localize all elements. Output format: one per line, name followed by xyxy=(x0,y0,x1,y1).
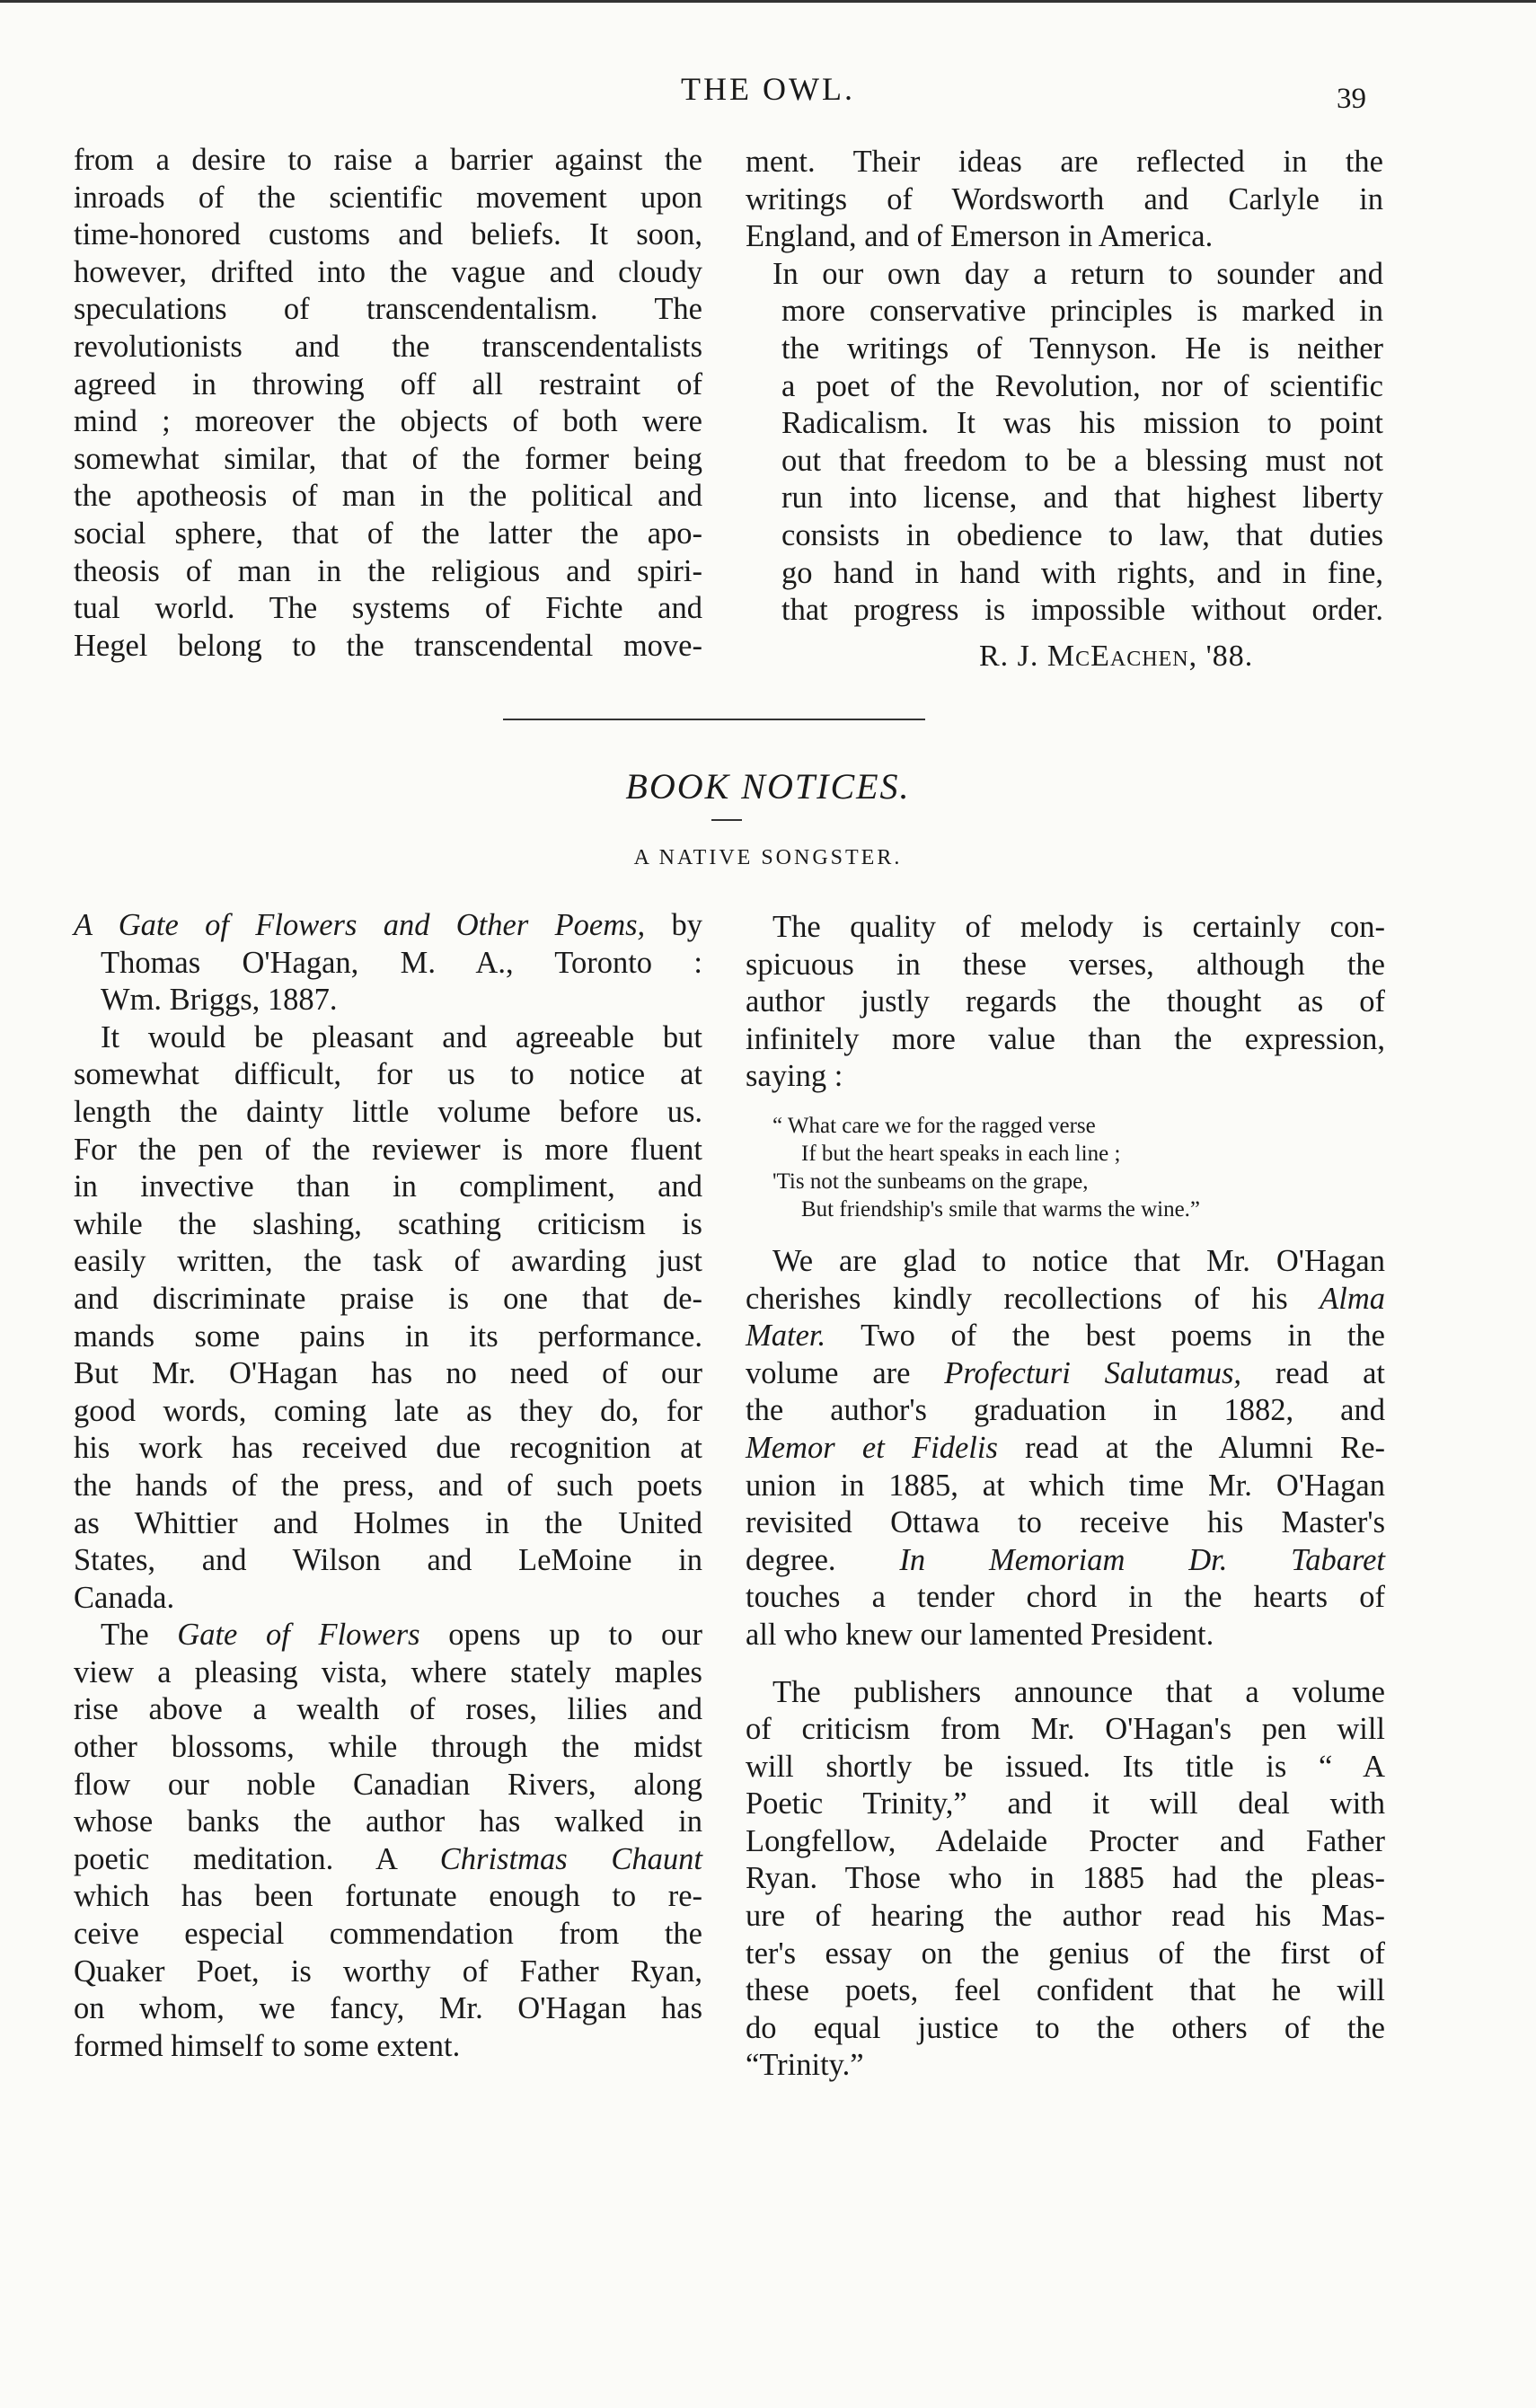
text-fragment: Two of the best poems in the xyxy=(825,1319,1385,1354)
text-line xyxy=(746,1281,1385,1319)
text-line xyxy=(746,1318,1385,1355)
text-fragment: cherishes kindly recollections of his xyxy=(746,1281,1320,1316)
text-line: length the dainty little volume before us. xyxy=(74,1094,702,1129)
text-line: rise above a wealth of roses, lilies and xyxy=(74,1692,702,1727)
text-fragment: poetic meditation. A xyxy=(74,1841,440,1876)
text-line: But Mr. O'Hagan has no need of our xyxy=(74,1356,702,1391)
essay-paragraph xyxy=(746,144,1383,256)
text-line: Longfellow, Adelaide Procter and Father xyxy=(746,1823,1385,1858)
text-line: The quality of melody is certainly con- xyxy=(772,910,1385,944)
text-line: Canada. xyxy=(74,1580,175,1615)
text-line xyxy=(746,1430,1385,1468)
text-line: saying : xyxy=(746,1059,843,1094)
text-line: will shortly be issued. Its title is “ A xyxy=(746,1749,1385,1784)
section-title: BOOK NOTICES. xyxy=(625,766,911,807)
notice-paragraph xyxy=(74,1617,702,2065)
verse-line: If but the heart speaks in each line ; xyxy=(801,1141,1121,1166)
text-line: good words, coming late as they do, for xyxy=(74,1393,702,1428)
text-line: the author's graduation in 1882, and xyxy=(746,1393,1385,1428)
text-line: in invective than in compliment, and xyxy=(74,1169,702,1204)
text-line: For the pen of the reviewer is more fluent xyxy=(74,1132,702,1167)
text-line: go hand in hand with rights, and in fine, xyxy=(781,555,1383,590)
text-line: consists in obedience to law, that duties xyxy=(781,517,1383,552)
title-memor-et-fidelis: Memor et Fidelis xyxy=(746,1430,998,1465)
verse-line: “ What care we for the ragged verse xyxy=(772,1113,1096,1138)
text-line: and discriminate praise is one that de- xyxy=(74,1281,702,1316)
text-line: run into license, and that highest liberty xyxy=(781,481,1383,516)
title-gate-of-flowers: Gate of Flowers xyxy=(177,1618,420,1653)
text-line: more conservative principles is marked in xyxy=(781,294,1383,329)
text-line: infinitely more value than the expression, xyxy=(746,1021,1385,1056)
text-line: The publishers announce that a volume xyxy=(772,1674,1385,1709)
text-line: these poets, feel confident that he will xyxy=(746,1973,1385,2008)
title-alma: Alma xyxy=(1320,1281,1385,1316)
text-line: theosis of man in the religious and spiri- xyxy=(74,553,702,588)
text-line: his work has received due recognition at xyxy=(74,1431,702,1466)
essay-paragraph xyxy=(74,142,702,665)
verse-line: 'Tis not the sunbeams on the grape, xyxy=(772,1169,1089,1194)
text-line: tual world. The systems of Fichte and xyxy=(74,591,702,626)
text-fragment: read at xyxy=(1241,1355,1385,1390)
text-line: the hands of the press, and of such poets xyxy=(74,1468,702,1503)
text-line: however, drifted into the vague and cloudy xyxy=(74,254,702,289)
section-subtitle: A NATIVE SONGSTER. xyxy=(633,846,903,869)
text-fragment: read at the Alumni Re- xyxy=(997,1430,1385,1465)
page-number: 39 xyxy=(1337,83,1366,115)
text-line: out that freedom to be a blessing must not xyxy=(781,443,1383,478)
text-line: Hegel belong to the transcendental move- xyxy=(74,628,702,663)
text-line: agreed in throwing off all restraint of xyxy=(74,366,702,401)
text-line: union in 1885, at which time Mr. O'Hagan xyxy=(746,1468,1385,1503)
text-line: social sphere, that of the latter the apo- xyxy=(74,516,702,551)
text-line: of criticism from Mr. O'Hagan's pen will xyxy=(746,1712,1385,1747)
text-line: inroads of the scientific movement upon xyxy=(74,180,702,215)
notice-paragraph xyxy=(746,1243,1385,1654)
text-line xyxy=(746,1542,1385,1580)
text-fragment: opens up to our xyxy=(419,1618,703,1653)
text-line: Ryan. Those who in 1885 had the pleas- xyxy=(746,1861,1385,1896)
text-line: that progress is impossible without order. xyxy=(781,593,1383,628)
text-line: somewhat similar, that of the former being xyxy=(74,441,702,476)
text-line: touches a tender chord in the hearts of xyxy=(746,1580,1385,1615)
text-line: revisited Ottawa to receive his Master's xyxy=(746,1505,1385,1540)
notice-right-column xyxy=(746,909,1385,2085)
notice-paragraph xyxy=(74,1019,702,1618)
text-fragment: degree. xyxy=(746,1542,900,1577)
short-divider xyxy=(711,819,742,821)
text-line: somewhat difficult, for us to notice at xyxy=(74,1057,702,1092)
text-line: which has been fortunate enough to re- xyxy=(74,1879,702,1914)
title-in-memoriam: In Memoriam Dr. Tabaret xyxy=(899,1542,1385,1577)
book-title: A Gate of Flowers and Other Poems, xyxy=(74,908,646,942)
text-fragment: The xyxy=(101,1618,178,1653)
text-line: mands some pains in its performance. xyxy=(74,1319,702,1354)
text-line: England, and of Emerson in America. xyxy=(746,219,1214,254)
text-line xyxy=(74,907,702,945)
title-profecturi: Profecturi Salutamus, xyxy=(944,1355,1242,1390)
essay-left-column xyxy=(74,142,702,665)
text-line: a poet of the Revolution, nor of scientific xyxy=(781,368,1383,403)
text-line: “Trinity.” xyxy=(746,2048,864,2083)
essay-right-column xyxy=(746,144,1383,630)
text-line: on whom, we fancy, Mr. O'Hagan has xyxy=(74,1991,702,2026)
notice-paragraph xyxy=(746,1674,1385,2086)
text-line xyxy=(74,1841,702,1879)
text-line: from a desire to raise a barrier against the xyxy=(74,143,702,177)
text-line: Poetic Trinity,” and it will deal with xyxy=(746,1786,1385,1821)
text-line: the apotheosis of man in the political and xyxy=(74,479,702,514)
text-line: the writings of Tennyson. He is neither xyxy=(781,331,1383,366)
notice-left-column xyxy=(74,907,702,2065)
text-line: formed himself to some extent. xyxy=(74,2028,461,2063)
author-signature: R. J. McEachen, '88. xyxy=(979,639,1254,673)
text-line: ment. Their ideas are reflected in the xyxy=(746,145,1383,179)
essay-paragraph xyxy=(746,256,1383,630)
text-line: as Whittier and Holmes in the United xyxy=(74,1505,702,1540)
text-line: spicuous in these verses, although the xyxy=(746,947,1385,982)
text-line: mind ; moreover the objects of both were xyxy=(74,404,702,439)
text-line: all who knew our lamented President. xyxy=(746,1617,1214,1652)
text-line: ceive especial commendation from the xyxy=(74,1917,702,1952)
text-fragment: by xyxy=(645,908,703,942)
text-line: Quaker Poet, is worthy of Father Ryan, xyxy=(74,1954,702,1989)
text-line: Wm. Briggs, 1887. xyxy=(101,983,338,1018)
text-line: writings of Wordsworth and Carlyle in xyxy=(746,181,1383,216)
section-divider xyxy=(503,719,925,720)
text-line: States, and Wilson and LeMoine in xyxy=(74,1543,702,1578)
notice-paragraph xyxy=(746,909,1385,1096)
title-christmas-chaunt: Christmas Chaunt xyxy=(439,1841,702,1876)
text-line: while the slashing, scathing criticism is xyxy=(74,1206,702,1241)
text-line: view a pleasing vista, where stately maples xyxy=(74,1654,702,1689)
text-line: speculations of transcendentalism. The xyxy=(74,292,702,327)
text-line xyxy=(74,1617,702,1654)
text-line: ure of hearing the author read his Mas- xyxy=(746,1899,1385,1934)
verse-line: But friendship's smile that warms the wine.” xyxy=(801,1196,1201,1222)
book-reference xyxy=(74,907,702,1019)
top-border xyxy=(0,0,1536,3)
text-line: Radicalism. It was his mission to point xyxy=(781,406,1383,441)
text-line xyxy=(746,1355,1385,1393)
text-line: whose banks the author has walked in xyxy=(74,1804,702,1839)
text-line: do equal justice to the others of the xyxy=(746,2010,1385,2045)
text-line: easily written, the task of awarding just xyxy=(74,1244,702,1279)
text-line: time-honored customs and beliefs. It soon, xyxy=(74,217,702,252)
text-line: author justly regards the thought as of xyxy=(746,984,1385,1019)
text-line: revolutionists and the transcendentalists xyxy=(74,329,702,364)
text-line: Thomas O'Hagan, M. A., Toronto : xyxy=(101,945,702,980)
text-line: In our own day a return to sounder and xyxy=(772,256,1383,291)
text-fragment: volume are xyxy=(746,1355,945,1390)
running-head: THE OWL. xyxy=(681,71,855,107)
verse-quote xyxy=(772,1112,1385,1223)
title-mater: Mater. xyxy=(746,1319,826,1354)
text-line: ter's essay on the genius of the first of xyxy=(746,1936,1385,1971)
text-line: flow our noble Canadian Rivers, along xyxy=(74,1767,702,1802)
text-line: We are glad to notice that Mr. O'Hagan xyxy=(772,1243,1385,1278)
text-line: other blossoms, while through the midst xyxy=(74,1730,702,1765)
text-line: It would be pleasant and agreeable but xyxy=(101,1019,702,1054)
